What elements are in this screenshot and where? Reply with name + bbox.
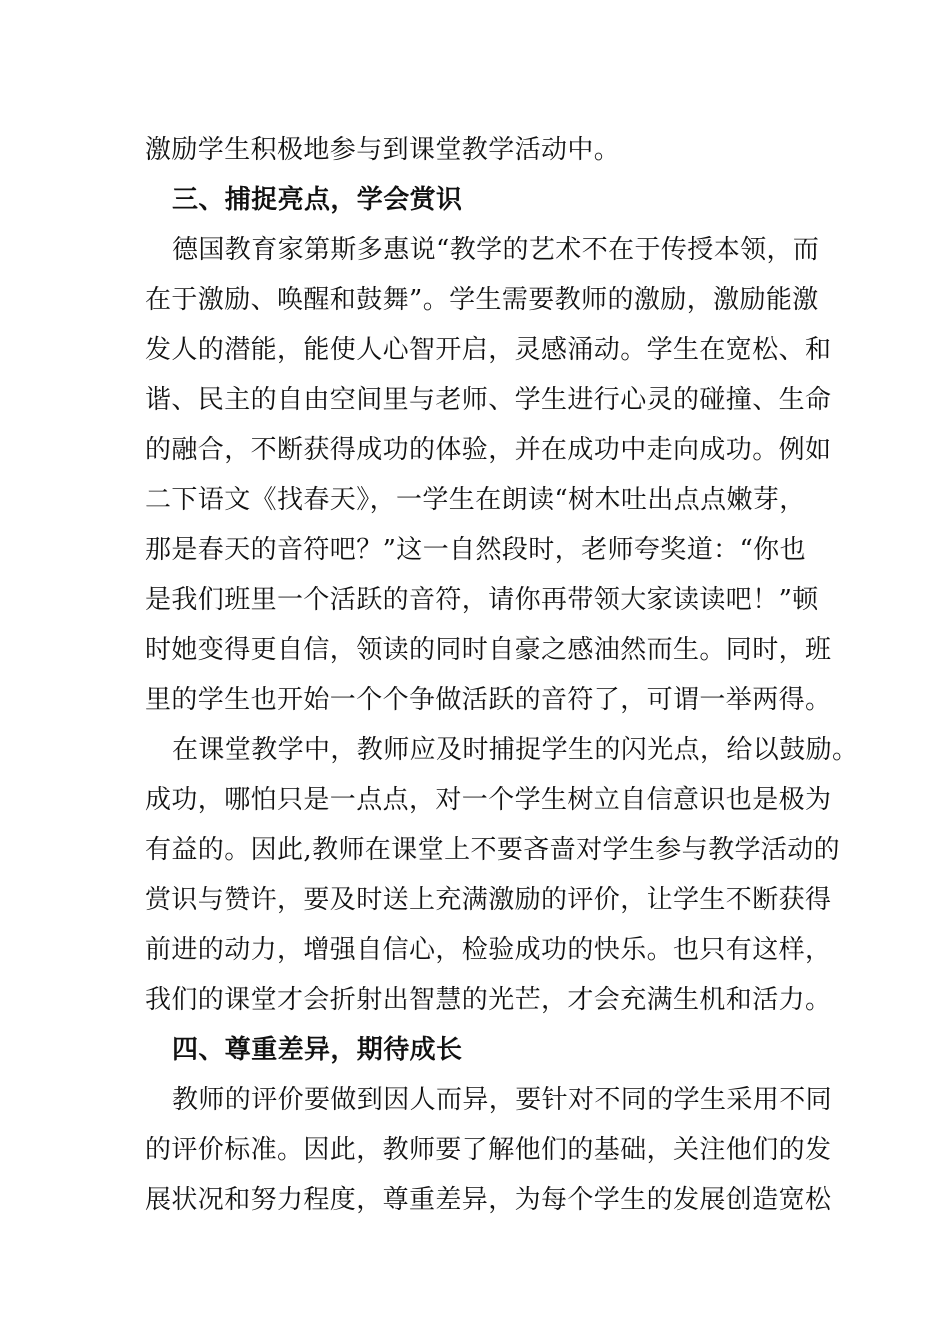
- section-heading: 四、尊重差异，期待成长: [172, 1035, 463, 1065]
- paragraph-line: 的评价标准。因此，教师要了解他们的基础，关注他们的发: [145, 1135, 832, 1165]
- paragraph-line: 有益的。因此,教师在课堂上不要吝啬对学生参与教学活动的: [145, 835, 841, 865]
- paragraph-line: 那是春天的音符吧？”这一自然段时，老师夸奖道：“你也: [145, 535, 806, 565]
- paragraph-line: 成功，哪怕只是一点点，对一个学生树立自信意识也是极为: [145, 785, 832, 815]
- paragraph-line: 二下语文《找春天》，一学生在朗读“树木吐出点点嫩芽，: [145, 485, 806, 515]
- paragraph-line: 我们的课堂才会折射出智慧的光芒，才会充满生机和活力。: [145, 985, 832, 1015]
- paragraph-line: 时她变得更自信，领读的同时自豪之感油然而生。同时，班: [145, 635, 832, 665]
- paragraph-line: 在于激励、唤醒和鼓舞”。学生需要教师的激励，激励能激: [145, 285, 819, 315]
- paragraph-line: 发人的潜能，能使人心智开启，灵感涌动。学生在宽松、和: [145, 335, 832, 365]
- paragraph-line: 教师的评价要做到因人而异，要针对不同的学生采用不同: [172, 1085, 833, 1115]
- paragraph-line: 是我们班里一个活跃的音符，请你再带领大家读读吧！”顿: [145, 585, 819, 615]
- paragraph-line: 的融合，不断获得成功的体验，并在成功中走向成功。例如: [145, 435, 832, 465]
- paragraph-line: 里的学生也开始一个个争做活跃的音符了，可谓一举两得。: [145, 685, 832, 715]
- paragraph-line: 赏识与赞许，要及时送上充满激励的评价，让学生不断获得: [145, 885, 832, 915]
- paragraph-line: 激励学生积极地参与到课堂教学活动中。: [145, 135, 621, 165]
- paragraph-line: 谐、民主的自由空间里与老师、学生进行心灵的碰撞、生命: [145, 385, 832, 415]
- section-heading: 三、捕捉亮点，学会赏识: [172, 185, 463, 215]
- paragraph-line: 展状况和努力程度，尊重差异，为每个学生的发展创造宽松: [145, 1185, 832, 1215]
- paragraph-line: 德国教育家第斯多惠说“教学的艺术不在于传授本领，而: [172, 235, 820, 265]
- paragraph-line: 在课堂教学中，教师应及时捕捉学生的闪光点，给以鼓励。: [172, 735, 859, 765]
- paragraph-line: 前进的动力，增强自信心，检验成功的快乐。也只有这样，: [145, 935, 832, 965]
